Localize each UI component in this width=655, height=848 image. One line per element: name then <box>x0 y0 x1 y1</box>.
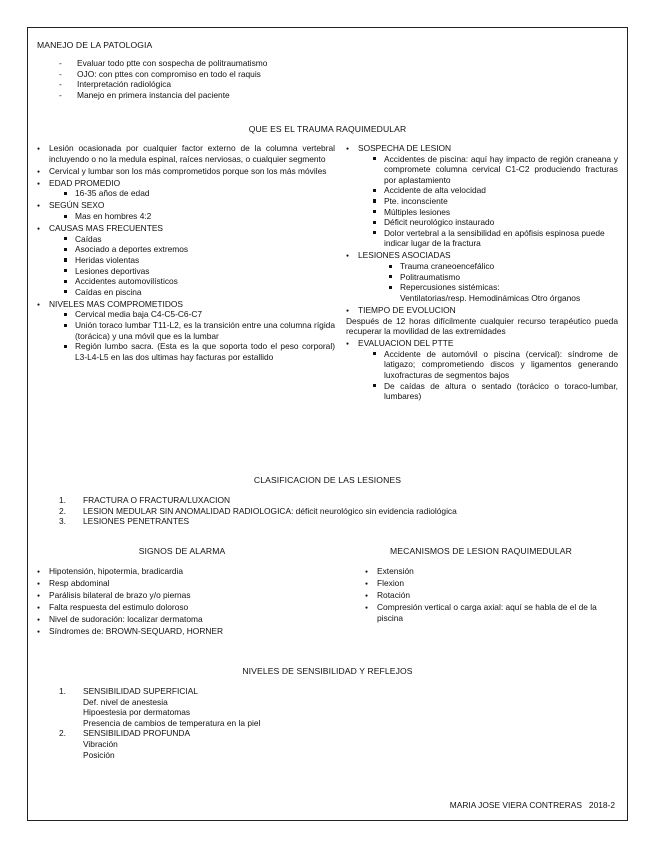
list-number: 1. <box>59 495 66 505</box>
list-item <box>59 495 599 506</box>
clasificacion-list <box>59 495 599 527</box>
mecanismos-list <box>365 566 617 625</box>
manejo-list <box>59 58 359 100</box>
mecanismos-title: MECANISMOS DE LESION RAQUIMEDULAR <box>390 546 572 556</box>
list-number: 2. <box>59 728 66 739</box>
superficial-label: SENSIBILIDAD SUPERFICIAL <box>83 686 198 696</box>
list-item: De caídas de altura o sentado (torácico o toraco-lumbar, lumbares) <box>372 381 618 402</box>
footer-author: MARIA JOSE VIERA CONTRERAS 2018-2 <box>449 800 615 810</box>
list-item: ● Cervical y lumbar son los más comprometidos porque son los más móviles <box>37 166 335 177</box>
list-item: Def. nivel de anestesia <box>83 696 168 707</box>
item-note: déficit neurológico sin evidencia radiológica <box>293 505 457 516</box>
causas-label: CAUSAS MAS FRECUENTES <box>49 223 164 234</box>
list-item: - Interpretación radiológica <box>59 79 359 90</box>
list-item: ● Flexion <box>365 578 617 589</box>
list-number: 1. <box>59 686 66 696</box>
list-item: - Manejo en primera instancia del paciente <box>59 90 359 101</box>
niveles-sens-title: NIVELES DE SENSIBILIDAD Y REFLEJOS <box>242 666 413 676</box>
list-item: Pte. inconsciente <box>372 196 618 207</box>
tiempo-label: TIEMPO DE EVOLUCION <box>358 304 456 315</box>
list-item: Vibración <box>83 738 118 749</box>
list-item <box>37 178 335 199</box>
list-item: Politraumatismo <box>388 272 618 283</box>
tiempo-text: Después de 12 horas difícilmente cualquier recurso terapéutico pueda recuperar la movilidad de las extremidades <box>346 315 618 337</box>
list-item <box>37 200 335 221</box>
niveles-label: NIVELES MAS COMPROMETIDOS <box>49 298 184 309</box>
sexo-label: SEGÚN SEXO <box>49 200 105 211</box>
list-item: ● Rotación <box>365 590 617 601</box>
list-item <box>59 686 459 728</box>
que-es-right <box>346 143 618 403</box>
list-item <box>37 223 335 297</box>
list-item: Hipoestesia por dermatomas <box>83 707 191 718</box>
list-item: Región lumbo sacra. (Esta es la que soporta todo el peso corporal) L3-L4-L5 en las dos ultimas hay facturas por estallido <box>63 341 335 362</box>
list-item: Asociado a deportes extremos <box>63 244 335 255</box>
item-text: LESION MEDULAR SIN ANOMALIDAD RADIOLOGICA: <box>83 505 294 516</box>
list-item: Unión toraco lumbar T11-L2, es la transición entre una columna rígida (torácica) y una móvil que es la lumbar <box>63 320 335 341</box>
item-text: LESIONES PENETRANTES <box>83 516 190 527</box>
list-item: Accidente de alta velocidad <box>372 185 618 196</box>
list-item: ● Nivel de sudoración: localizar dermatoma <box>37 614 327 625</box>
list-item <box>346 143 618 249</box>
evaluacion-label: EVALUACION DEL PTTE <box>358 338 454 349</box>
asociadas-label: LESIONES ASOCIADAS <box>358 250 451 261</box>
list-number: 2. <box>59 505 66 516</box>
list-item: Caídas en piscina <box>63 287 335 298</box>
edad-value: 16-35 años de edad <box>63 188 335 199</box>
list-item: Presencia de cambios de temperatura en la piel <box>83 717 261 728</box>
list-item: Accidente de automóvil o piscina (cervical): síndrome de latigazo; comprometiendo discos y ligamentos generando luxofracturas de segmentos bajos <box>372 349 618 381</box>
profunda-label: SENSIBILIDAD PROFUNDA <box>83 728 191 739</box>
list-number: 3. <box>59 516 66 527</box>
item-text: FRACTURA O FRACTURA/LUXACION <box>83 495 231 505</box>
list-item: Trauma craneoencefálico <box>388 261 618 272</box>
list-item: Accidentes de piscina: aquí hay impacto de región craneana y compromete columna cervical C1-C2 produciendo fracturas por aplastamiento <box>372 154 618 186</box>
list-item <box>59 728 459 760</box>
list-item <box>37 299 335 363</box>
list-item: ● Compresión vertical o carga axial: aquí se habla de el de la piscina <box>365 602 617 623</box>
list-item: Caídas <box>63 234 335 245</box>
list-item <box>346 338 618 402</box>
list-item: Déficit neurológico instaurado <box>372 217 618 228</box>
list-item: ● Síndromes de: BROWN-SEQUARD, HORNER <box>37 626 327 637</box>
asociadas-extra: Ventilatorias/resp. Hemodinámicas Otro órganos <box>400 292 581 303</box>
list-item <box>346 305 618 337</box>
list-item <box>346 250 618 303</box>
list-item: ● Hipotensión, hipotermia, bradicardia <box>37 566 327 577</box>
list-item: ● Extensión <box>365 566 617 577</box>
sexo-value: Mas en hombres 4:2 <box>63 211 335 222</box>
list-item: Accidentes automovilísticos <box>63 276 335 287</box>
list-item: Cervical media baja C4-C5-C6-C7 <box>63 309 335 320</box>
list-item: Heridas violentas <box>63 255 335 266</box>
list-item: Lesiones deportivas <box>63 266 335 277</box>
list-item: ● Falta respuesta del estimulo doloroso <box>37 602 327 613</box>
edad-label: EDAD PROMEDIO <box>49 177 121 188</box>
list-item: ● Parálisis bilateral de brazo y/o piernas <box>37 590 327 601</box>
list-item <box>59 506 599 517</box>
list-item: Repercusiones sistémicas: <box>388 282 618 293</box>
list-item <box>59 516 599 527</box>
list-item: Posición <box>83 749 115 760</box>
sospecha-label: SOSPECHA DE LESION <box>358 143 452 153</box>
clasificacion-title: CLASIFICACION DE LAS LESIONES <box>253 475 402 485</box>
list-item: ● Resp abdominal <box>37 578 327 589</box>
list-item: - Evaluar todo ptte con sospecha de politraumatismo <box>59 58 359 69</box>
signos-list <box>37 566 327 639</box>
list-item: - OJO: con pttes con compromiso en todo el raquis <box>59 69 359 80</box>
manejo-title: MANEJO DE LA PATOLOGIA <box>37 40 153 50</box>
que-es-title: QUE ES EL TRAUMA RAQUIMEDULAR <box>248 124 407 134</box>
que-es-left <box>37 143 335 364</box>
list-item: Múltiples lesiones <box>372 207 618 218</box>
signos-title: SIGNOS DE ALARMA <box>138 546 226 556</box>
niveles-sens-list <box>59 686 459 760</box>
list-item: ● Lesión ocasionada por cualquier factor externo de la columna vertebral incluyendo o no la medula espinal, raíces nerviosas, o cualquier segmento <box>37 143 335 164</box>
list-item: Dolor vertebral a la sensibilidad en apófisis espinosa puede indicar lugar de la fractura <box>372 228 618 249</box>
